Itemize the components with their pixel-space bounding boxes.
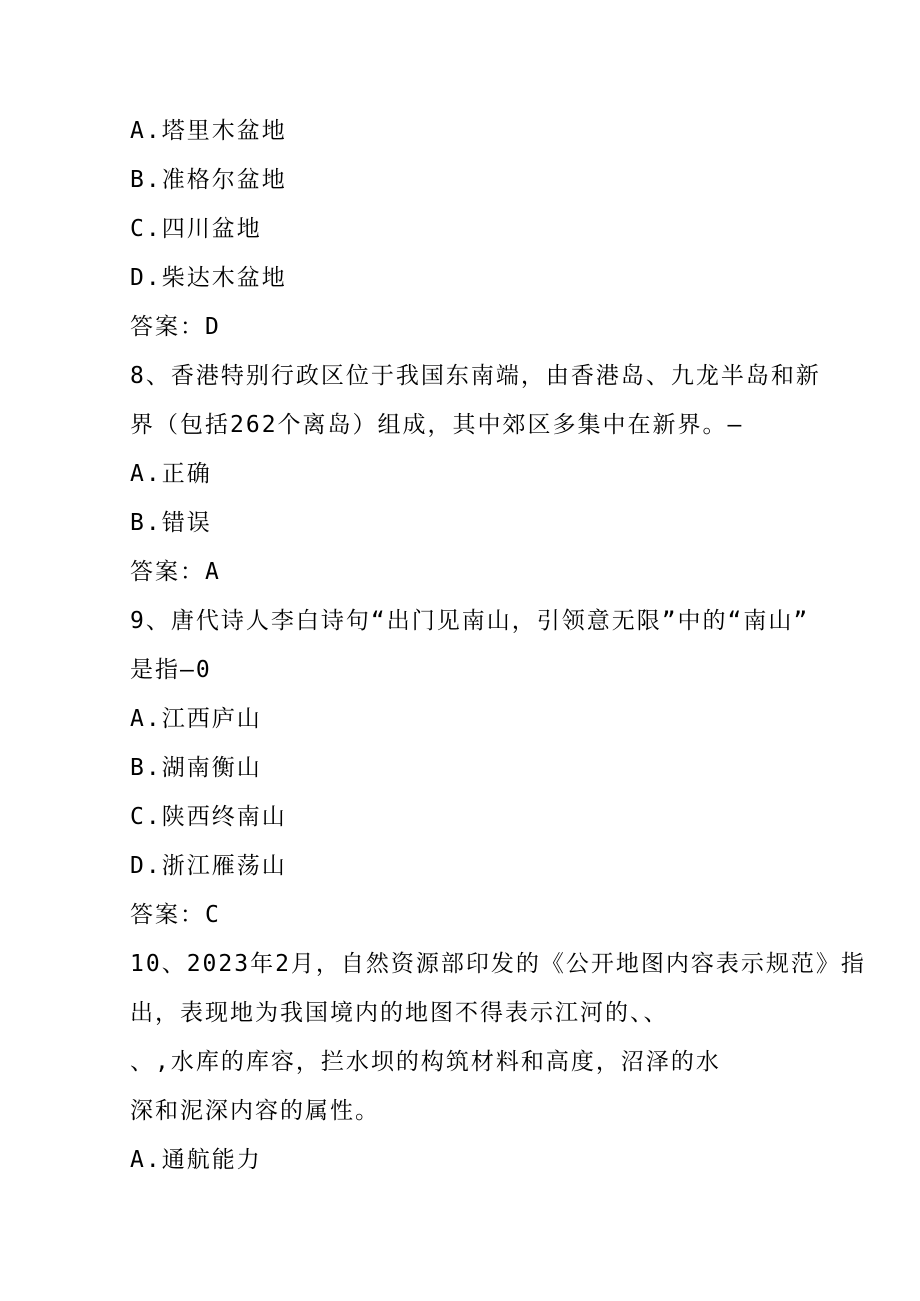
question-line: 深和泥深内容的属性。 [130,1098,380,1124]
question-line: 8、香港特别行政区位于我国东南端，由香港岛、九龙半岛和新 [130,363,821,389]
option-line: C.四川盆地 [130,216,262,242]
option-line: A.正确 [130,461,212,487]
option-line: A.通航能力 [130,1147,262,1173]
option-line: D.浙江雁荡山 [130,853,287,879]
option-line: B.错误 [130,510,212,536]
question-line: 是指—0 [130,657,212,683]
question-line: 9、唐代诗人李白诗句“出门见南山，引领意无限”中的“南山” [130,608,810,634]
answer-line: 答案：D [130,314,221,340]
answer-line: 答案：C [130,902,221,928]
option-line: A.江西庐山 [130,706,262,732]
question-line: 10、2023年2月，自然资源部印发的《公开地图内容表示规范》指 [130,951,866,977]
option-line: B.湖南衡山 [130,755,262,781]
question-line: 、,水库的库容，拦水坝的构筑材料和高度，沼泽的水 [130,1049,721,1075]
question-line: 界（包括262个离岛）组成，其中郊区多集中在新界。— [130,412,744,438]
option-line: B.准格尔盆地 [130,167,287,193]
answer-line: 答案：A [130,559,221,585]
option-line: A.塔里木盆地 [130,118,287,144]
question-line: 出，表现地为我国境内的地图不得表示江河的、、 [130,1000,669,1026]
option-line: C.陕西终南山 [130,804,287,830]
option-line: D.柴达木盆地 [130,265,287,291]
